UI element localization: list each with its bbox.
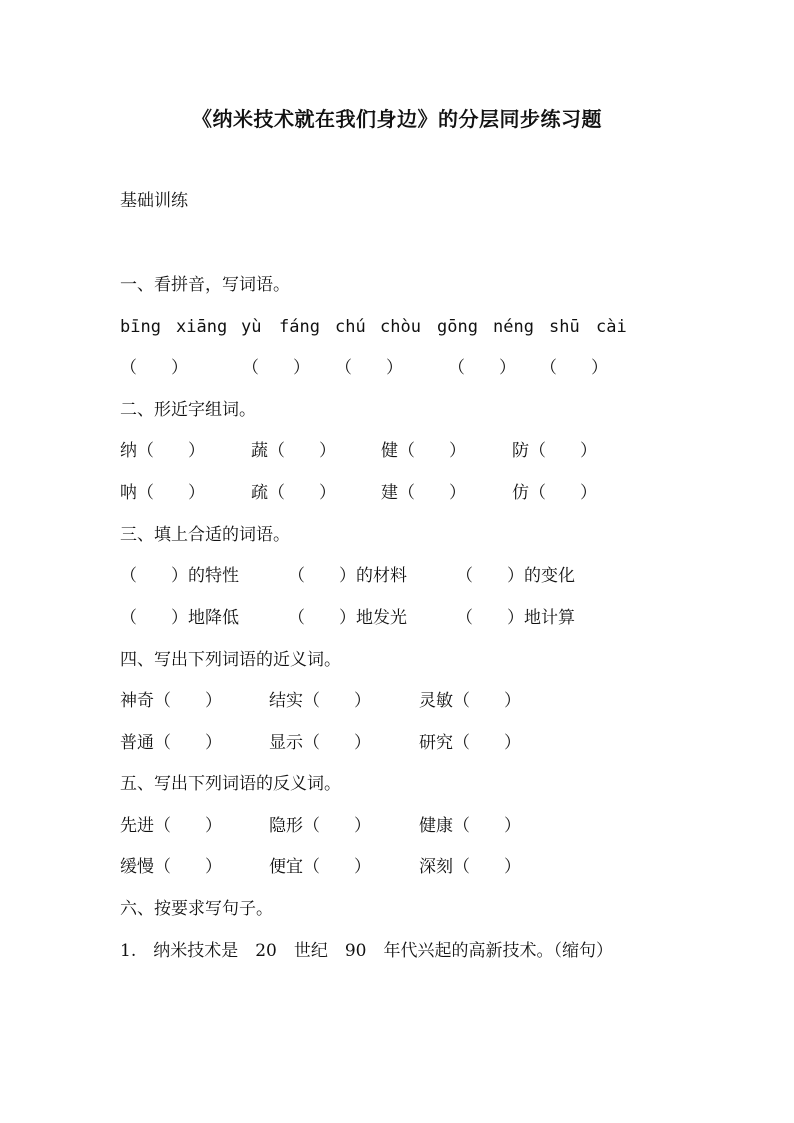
synonym-item[interactable]: 研究（ ） <box>419 733 521 753</box>
char-item[interactable]: 呐（ ） <box>120 483 205 503</box>
antonym-item[interactable]: 隐形（ ） <box>269 816 371 836</box>
pinyin: chú <box>335 317 366 337</box>
answer-blank[interactable]: （ ） <box>242 358 310 378</box>
section-3-heading: 三、填上合适的词语。 <box>120 525 290 545</box>
section-6-heading: 六、按要求写句子。 <box>120 899 273 919</box>
answer-blank[interactable]: （ ） <box>448 358 516 378</box>
synonym-item[interactable]: 神奇（ ） <box>120 691 222 711</box>
pinyin: chòu <box>380 317 421 337</box>
synonym-item[interactable]: 结实（ ） <box>269 691 371 711</box>
antonym-item[interactable]: 深刻（ ） <box>419 857 521 877</box>
pinyin: yù <box>241 317 262 337</box>
antonym-item[interactable]: 便宜（ ） <box>269 857 371 877</box>
synonym-item[interactable]: 显示（ ） <box>269 733 371 753</box>
char-item[interactable]: 纳（ ） <box>120 441 205 461</box>
section-1-heading: 一、看拼音，写词语。 <box>120 275 290 295</box>
char-item[interactable]: 防（ ） <box>512 441 597 461</box>
antonym-item[interactable]: 缓慢（ ） <box>120 857 222 877</box>
fill-item[interactable]: （ ）地降低 <box>120 608 239 628</box>
pinyin: xiāng <box>176 317 228 337</box>
page-title: 《纳米技术就在我们身边》的分层同步练习题 <box>192 107 602 131</box>
section-4-heading: 四、写出下列词语的近义词。 <box>120 650 341 670</box>
answer-blank[interactable]: （ ） <box>540 358 608 378</box>
char-item[interactable]: 仿（ ） <box>512 483 597 503</box>
fill-item[interactable]: （ ）的变化 <box>456 566 575 586</box>
pinyin: fáng <box>279 317 320 337</box>
char-item[interactable]: 建（ ） <box>381 483 466 503</box>
pinyin: néng <box>493 317 534 337</box>
pinyin: cài <box>596 317 627 337</box>
answer-blank[interactable]: （ ） <box>335 358 403 378</box>
section-2-heading: 二、形近字组词。 <box>120 400 256 420</box>
fill-item[interactable]: （ ）的特性 <box>120 566 239 586</box>
subtitle: 基础训练 <box>120 191 188 211</box>
fill-item[interactable]: （ ）地发光 <box>288 608 407 628</box>
synonym-item[interactable]: 普通（ ） <box>120 733 222 753</box>
pinyin: shū <box>549 317 580 337</box>
section-5-heading: 五、写出下列词语的反义词。 <box>120 774 341 794</box>
synonym-item[interactable]: 灵敏（ ） <box>419 691 521 711</box>
char-item[interactable]: 疏（ ） <box>251 483 336 503</box>
fill-item[interactable]: （ ）的材料 <box>288 566 407 586</box>
char-item[interactable]: 健（ ） <box>381 441 466 461</box>
question-1: 1. 纳米技术是 20 世纪 90 年代兴起的高新技术。（缩句） <box>120 941 613 961</box>
antonym-item[interactable]: 健康（ ） <box>419 816 521 836</box>
fill-item[interactable]: （ ）地计算 <box>456 608 575 628</box>
answer-blank[interactable]: （ ） <box>120 358 188 378</box>
antonym-item[interactable]: 先进（ ） <box>120 816 222 836</box>
pinyin: bīng <box>120 317 161 337</box>
char-item[interactable]: 蔬（ ） <box>251 441 336 461</box>
pinyin: gōng <box>437 317 478 337</box>
